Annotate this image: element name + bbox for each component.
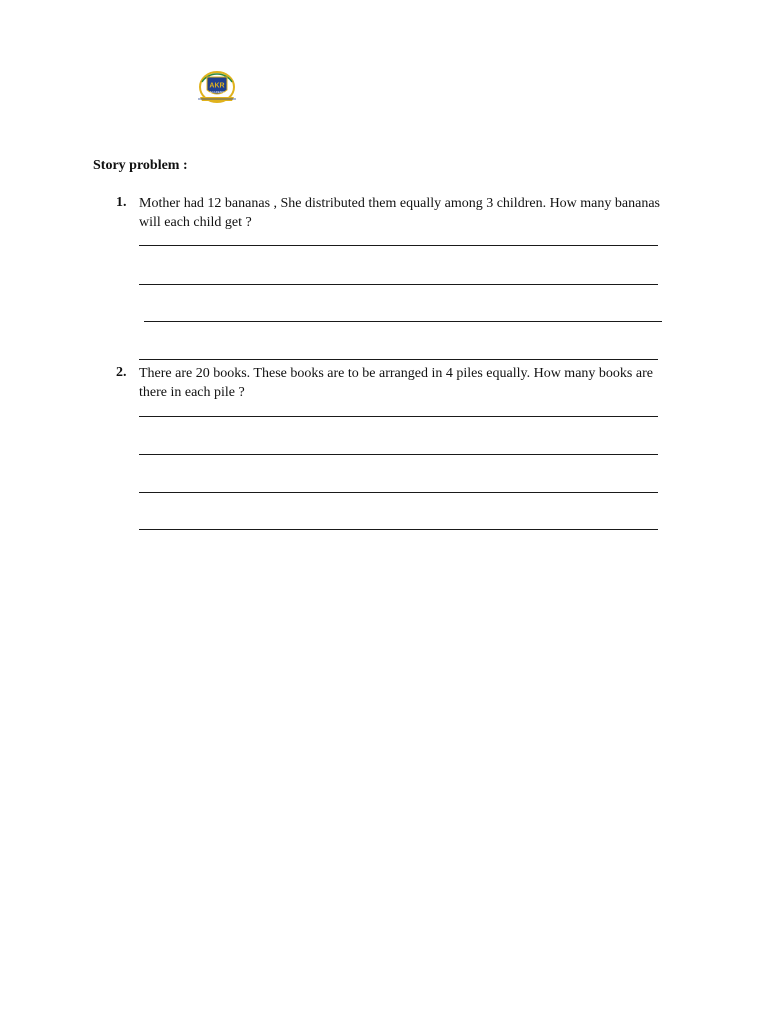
answer-line[interactable] <box>139 529 658 530</box>
answer-line[interactable] <box>139 416 658 417</box>
answer-line[interactable] <box>144 321 662 322</box>
answer-line[interactable] <box>139 492 658 493</box>
svg-text:ACADEMY: ACADEMY <box>209 90 225 94</box>
question-2-number: 2. <box>116 365 127 380</box>
question-1-text: Mother had 12 bananas , She distributed them equally among 3 children. How many bananas will each child get ? <box>139 196 660 230</box>
question-2-text: There are 20 books. These books are to be arranged in 4 piles equally. How many books are there in each pile ? <box>139 366 653 400</box>
section-heading: Story problem : <box>93 158 188 173</box>
school-crest-icon <box>196 70 238 106</box>
school-logo <box>196 70 238 106</box>
question-1-number: 1. <box>116 195 127 210</box>
svg-text:AKR: AKR <box>209 82 225 90</box>
answer-line[interactable] <box>139 245 658 246</box>
answer-line[interactable] <box>139 284 658 285</box>
answer-line[interactable] <box>139 359 658 360</box>
answer-line[interactable] <box>139 454 658 455</box>
